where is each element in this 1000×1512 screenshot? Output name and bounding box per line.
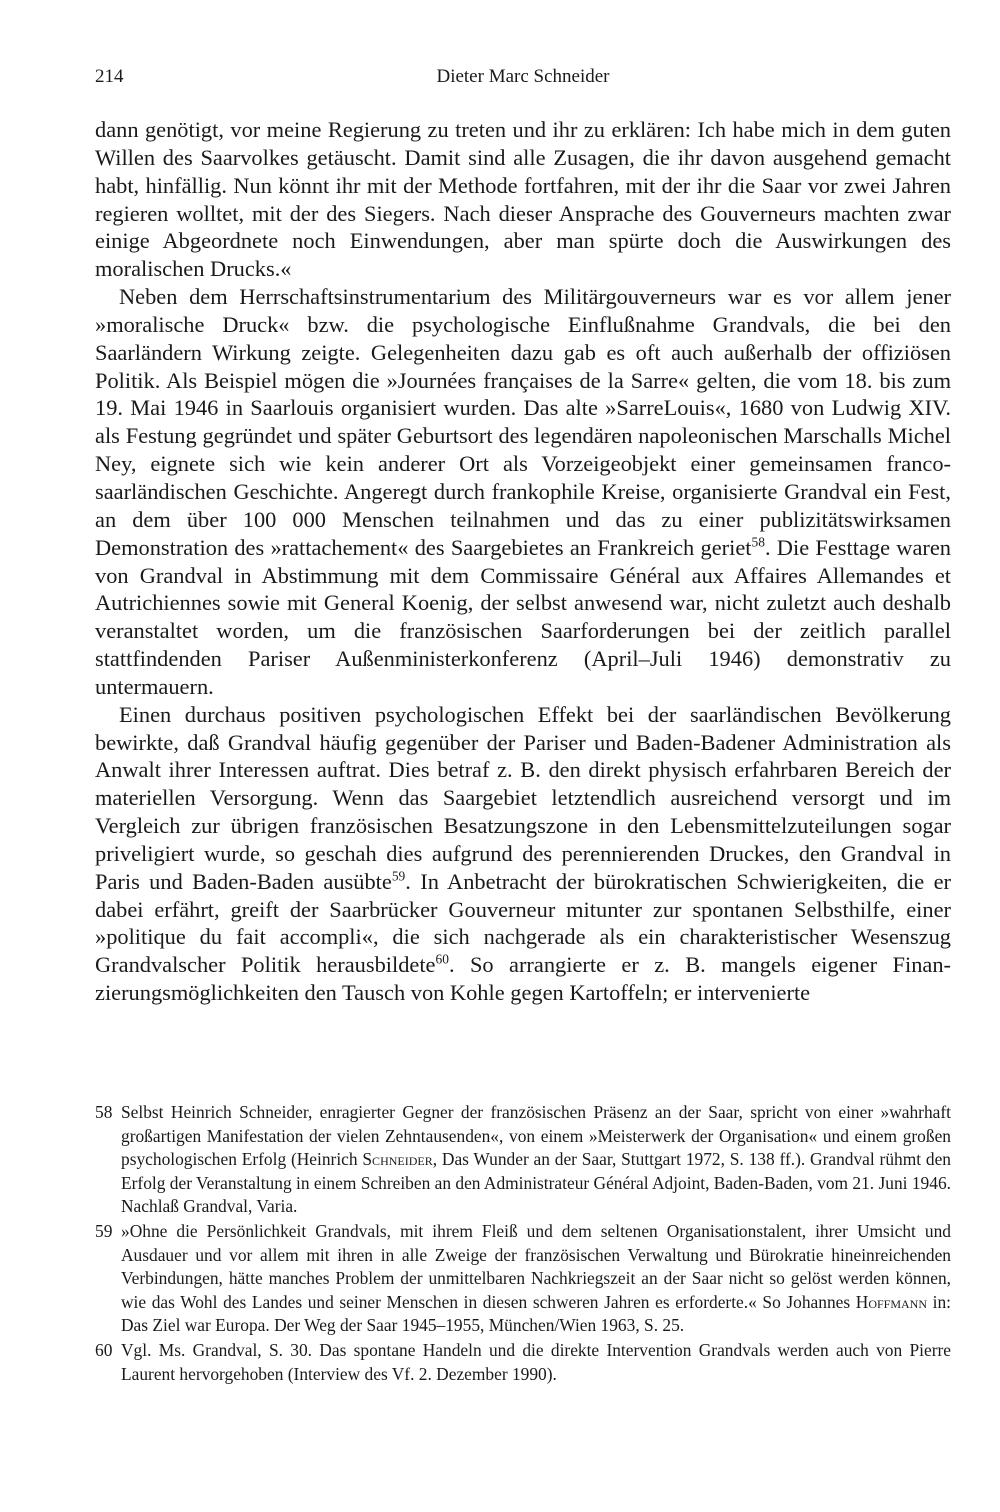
footnote-59 <box>95 1220 951 1338</box>
footnote-ref-59[interactable]: 59 <box>391 868 406 884</box>
paragraph-continued <box>95 116 951 283</box>
footnote-58 <box>95 1101 951 1219</box>
page-header <box>95 62 951 92</box>
paragraph-text: Neben dem Herrschaftsinstrumentarium des Militärgouverneurs war es vor allem jener »moralische Druck« bzw. die psychologische Einflußnahme Grandvals, die bei den Saarländern Wirkung zeigte. Gelegenheiten dazu gab es oft auch außerhalb der offiziösen Politik. Als Beispiel mögen die »Journées françaises de la Sarre« gelten, die vom 18. bis zum 19. Mai 1946 in Saarlouis organisiert wurden. Das alte »SarreLouis«, 1680 von Ludwig XIV. als Festung gegründet und später Geburtsort des legendären napoleonischen Marschalls Michel Ney, eignete sich wie kein anderer Ort als Vorzeigeobjekt einer gemeinsamen franco-saarländischen Geschichte. Angeregt durch frankophile Kreise, organisierte Grandval ein Fest, an dem über 100 000 Menschen teilnahmen und das zu einer publizitätswirksamen Demonstration des »rattachement« des Saargebietes an Frankreich geriet <box>95 284 951 560</box>
paragraph-text: Einen durchaus positiven psychologischen Effekt bei der saarländischen Bevölkerung bewirkte, daß Grandval häufig gegenüber der Pariser und Baden-Badener Administration als Anwalt ihrer Interessen auftrat. Dies betraf z. B. den direkt physisch erfahrbaren Bereich der materiellen Versorgung. Wenn das Saargebiet letztendlich ausreichend versorgt und im Vergleich zur übrigen französischen Besatzungszone in den Lebensmittelzuteilungen sogar priveligiert wurde, so geschah dies aufgrund des perennierenden Druckes, den Grandval in Paris und Baden-Baden ausübte <box>95 701 951 894</box>
footnote-number: 60 <box>95 1339 113 1360</box>
paragraph-psychological-effect <box>95 701 951 1007</box>
footnote-text: »Ohne die Persönlichkeit Grandvals, mit ihrem Fleiß und dem seltenen Organisationstalent, ihrer Umsicht und Ausdauer und vor allem mit ihren in alle Zweige der französischen Verwaltung und Bürokratie hineinreichenden Verbindungen, hätte manches Problem der unmittelbaren Nachkriegszeit an der Saar nicht so gelöst werden können, wie das Wohl des Landes und seiner Menschen in diesen schweren Jahren es erforderte.« So Johannes <box>121 1220 951 1312</box>
footnote-ref-60[interactable]: 60 <box>435 951 449 967</box>
footnote-ref-58[interactable]: 58 <box>751 534 765 550</box>
paragraph-journees <box>95 283 951 701</box>
footnote-text: Selbst Heinrich Schneider, enragierter Gegner der französischen Präsenz an der Saar, spricht von einer »wahrhaft großartigen Manifestation der vielen Zehntausenden«, von einem »Meisterwerk der Organisation« und einem großen psychologischen Erfolg (Heinrich <box>121 1102 951 1170</box>
footnote-author: Hoffmann <box>855 1291 928 1312</box>
page-number: 214 <box>95 66 124 87</box>
footnote-text: Vgl. Ms. Grandval, S. 30. Das spontane Handeln und die direkte Intervention Grandvals werden auch von Pierre Laurent hervorgehoben (Interview des Vf. 2. Dezember 1990). <box>121 1339 951 1384</box>
footnote-text: , Das Wunder an der Saar, Stuttgart 1972, S. 138 ff.). Grandval rühmt den Erfolg der Veranstaltung in einem Schreiben an den Administrateur Général Adjoint, Baden-Baden, vom 21. Juni 1946. Nachlaß Grandval, Varia. <box>121 1149 951 1217</box>
footnote-author: Schneider <box>362 1149 433 1170</box>
paragraph-text: dann genötigt, vor meine Regierung zu treten und ihr zu erklären: Ich habe mich in dem guten Willen des Saarvolkes getäuscht. Damit sind alle Zusagen, die ihr davon ausgehend gemacht habt, hinfällig. Nun könnt ihr mit der Methode fortfahren, mit der ihr die Saar vor zwei Jahren regieren wolltet, mit der des Siegers. Nach dieser Ansprache des Gouverneurs machten zwar einige Abgeordnete noch Einwendungen, aber man spürte doch die Auswirkungen des moralischen Drucks.« <box>95 117 951 282</box>
running-head: Dieter Marc Schneider <box>436 66 610 87</box>
footnotes <box>95 1101 951 1386</box>
paragraph-text: . So arrangierte er z. B. mangels eigener Finanzierungsmöglichkeiten den Tausch von Kohle gegen Kartoffeln; er intervenierte <box>95 952 951 1006</box>
footnote-number: 59 <box>95 1220 113 1241</box>
footnote-text: in: Das Ziel war Europa. Der Weg der Saar 1945–1955, München/Wien 1963, S. 25. <box>121 1291 951 1336</box>
footnote-60 <box>95 1339 951 1386</box>
main-text <box>95 116 951 1007</box>
paragraph-text: . Die Festtage waren von Grandval in Abstimmung mit dem Commissaire Général aux Affaires Allemandes et Autrichiennes sowie mit General Koenig, der selbst anwesend war, nicht zuletzt auch deshalb veranstaltet worden, um die französischen Saarforderungen bei der zeitlich parallel stattfindenden Pariser Außenministerkonferenz (April–Juli 1946) demonstrativ zu untermauern. <box>95 534 951 699</box>
paragraph-text: . In Anbetracht der bürokratischen Schwierigkeiten, die er dabei erfährt, greift der Saarbrücker Gouverneur mitunter zur spontanen Selbsthilfe, einer »politique du fait accompli«, die sich nachgerade als ein charakteristischer Wesenszug Grandvalscher Politik herausbildete <box>95 868 951 978</box>
footnote-number: 58 <box>95 1102 113 1122</box>
